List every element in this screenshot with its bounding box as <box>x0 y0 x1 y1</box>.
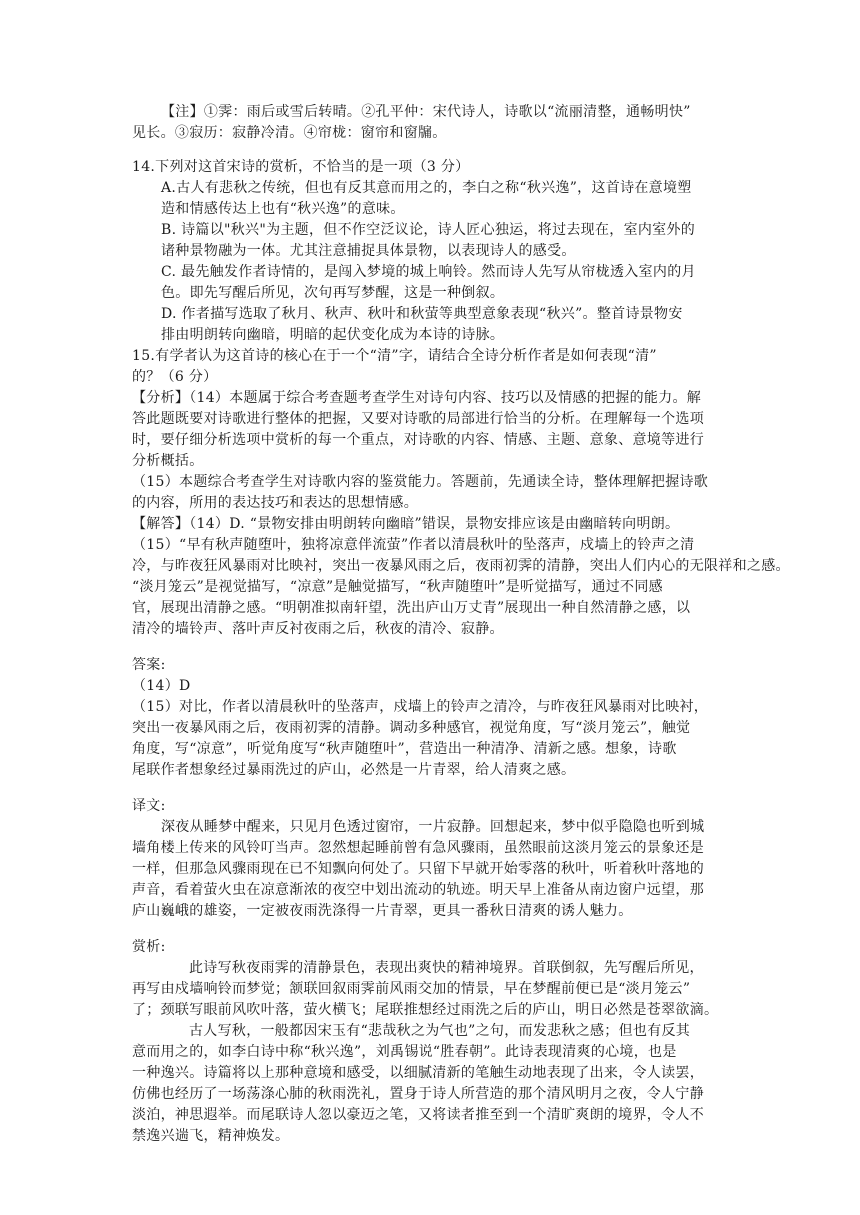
question-15-line-1: 15.有学者认为这首诗的核心在于一个“清”字，请结合全诗分析作者是如何表现“清” <box>132 348 657 364</box>
translation-line-2: 墙角楼上传来的风铃叮当声。忽然想起睡前曾有急风骤雨，虽然眼前这淡月笼云的景象还是 <box>132 840 704 856</box>
option-d-line-2: 排由明朗转向幽暗，明暗的起伏变化成为本诗的诗脉。 <box>161 327 505 343</box>
option-c-line-2: 色。即先写醒后所见，次句再写梦醒，这是一种倒叙。 <box>161 285 505 301</box>
analysis-line-3: 时，要仔细分析选项中赏析的每一个重点，对诗歌的内容、情感、主题、意象、意境等进行 <box>132 432 704 448</box>
answer-heading: 答案: <box>132 657 166 673</box>
translation-line-5: 庐山巍峨的雄姿，一定被夜雨洗涤得一片青翠，更具一番秋日清爽的诱人魅力。 <box>132 903 633 919</box>
answer-line-3: 突出一夜暴风雨之后，夜雨初霁的清静。调动多种感官，视觉角度，写“淡月笼云”，触觉 <box>132 720 691 736</box>
appreciation-line-6: 一种逸兴。诗篇将以上那种意境和感受，以细腻清新的笔触生动地表现了出来，令人读罢， <box>132 1065 704 1081</box>
solution-line-4: “淡月笼云”是视觉描写，“凉意”是触觉描写，“秋声随堕叶”是听觉描写，通过不同感 <box>132 579 663 595</box>
appreciation-heading: 赏析: <box>132 939 166 955</box>
appreciation-line-9: 禁逸兴遄飞，精神焕发。 <box>132 1128 290 1144</box>
answer-line-2: （15）对比，作者以清晨秋叶的坠落声，戍墙上的铃声之清冷，与昨夜狂风暴雨对比映衬， <box>132 699 709 715</box>
answer-line-1: （14）D <box>132 678 191 694</box>
appreciation-line-8: 淡泊，神思遐举。而尾联诗人忽以豪迈之笔，又将读者推至到一个清旷爽朗的境界，令人不 <box>132 1107 704 1123</box>
appreciation-line-7: 仿佛也经历了一场荡涤心肺的秋雨洗礼，置身于诗人所营造的那个清风明月之夜，令人宁静 <box>132 1086 704 1102</box>
note-line-2: 见长。③寂历：寂静冷清。④帘栊：窗帘和窗牖。 <box>132 125 447 141</box>
analysis-line-5: （15）本题综合考查学生对诗歌内容的鉴赏能力。答题前，先通读全诗，整体理解把握诗歌 <box>132 474 709 490</box>
analysis-line-2: 答此题既要对诗歌进行整体的把握，又要对诗歌的局部进行恰当的分析。在理解每一个选项 <box>132 411 704 427</box>
question-15-line-2: 的？（6 分） <box>132 369 218 385</box>
option-a-line-2: 造和情感传达上也有“秋兴逸”的意味。 <box>161 201 405 217</box>
appreciation-line-3: 了；颈联写眼前风吹叶落，萤火横飞；尾联推想经过雨洗之后的庐山，明日必然是苍翠欲滴。 <box>132 1002 719 1018</box>
option-b-line-2: 诸种景物融为一体。尤其注意捕捉具体景物，以表现诗人的感受。 <box>161 243 576 259</box>
solution-line-3: 冷，与昨夜狂风暴雨对比映衬，突出一夜暴风雨之后，夜雨初霁的清静，突出人们内心的无限祥和之感。 <box>132 558 790 574</box>
option-b-line-1: B. 诗篇以"秋兴"为主题，但不作空泛议论，诗人匠心独运，将过去现在，室内室外的 <box>161 222 696 238</box>
question-14-stem: 14.下列对这首宋诗的赏析，不恰当的是一项（3 分） <box>132 159 470 175</box>
appreciation-line-2: 再写由戍墙响铃而梦觉；颔联回叙雨霁前风雨交加的情景，早在梦醒前便已是“淡月笼云” <box>132 981 691 997</box>
answer-line-4: 角度，写“凉意”，听觉角度写“秋声随堕叶”，营造出一种清净、清新之感。想象，诗歌 <box>132 741 677 757</box>
appreciation-line-4: 古人写秋，一般都因宋玉有“悲哉秋之为气也”之句，而发悲秋之感；但也有反其 <box>189 1023 691 1039</box>
appreciation-line-1: 此诗写秋夜雨霁的清静景色，表现出爽快的精神境界。首联倒叙，先写醒后所见， <box>189 960 704 976</box>
solution-line-2: （15）“早有秋声随堕叶，独将凉意伴流萤”作者以清晨秋叶的坠落声，戍墙上的铃声之清 <box>132 537 695 553</box>
translation-heading: 译文: <box>132 798 166 814</box>
translation-line-4: 声音，看着萤火虫在凉意渐浓的夜空中划出流动的轨迹。明天早上准备从南边窗户远望，那 <box>132 882 704 898</box>
option-a-line-1: A.古人有悲秋之传统，但也有反其意而用之的，李白之称“秋兴逸”，这首诗在意境塑 <box>161 180 692 196</box>
solution-line-1: 【解答】（14）D. “景物安排由明朗转向幽暗”错误，景物安排应该是由幽暗转向明朗。 <box>132 516 680 532</box>
option-d-line-1: D. 作者描写选取了秋月、秋声、秋叶和秋萤等典型意象表现“秋兴”。整首诗景物安 <box>161 306 683 322</box>
analysis-line-1: 【分析】（14）本题属于综合考查题考查学生对诗句内容、技巧以及情感的把握的能力。解 <box>132 390 702 406</box>
note-line-1: 【注】①霁：雨后或雪后转晴。②孔平仲：宋代诗人，诗歌以“流丽清整，通畅明快” <box>161 104 691 120</box>
analysis-line-4: 分析概括。 <box>132 453 204 469</box>
appreciation-line-5: 意而用之的，如李白诗中称“秋兴逸”，刘禹锡说“胜春朝”。此诗表现清爽的心境，也是 <box>132 1044 677 1060</box>
option-c-line-1: C. 最先触发作者诗情的，是闯入梦境的城上响铃。然而诗人先写从帘栊透入室内的月 <box>161 264 696 280</box>
translation-line-3: 一样，但那急风骤雨现在已不知飘向何处了。只留下早就开始零落的秋叶，听着秋叶落地的 <box>132 861 704 877</box>
solution-line-6: 清冷的墙铃声、落叶声反衬夜雨之后，秋夜的清冷、寂静。 <box>132 621 504 637</box>
translation-line-1: 深夜从睡梦中醒来，只见月色透过窗帘，一片寂静。回想起来，梦中似乎隐隐也听到城 <box>161 819 705 835</box>
answer-line-5: 尾联作者想象经过暴雨洗过的庐山，必然是一片青翠，给人清爽之感。 <box>132 762 576 778</box>
solution-line-5: 官，展现出清静之感。“明朝准拟南轩望，洗出庐山万丈青”展现出一种自然清静之感，以 <box>132 600 691 616</box>
analysis-line-6: 的内容，所用的表达技巧和表达的思想情感。 <box>132 495 418 511</box>
